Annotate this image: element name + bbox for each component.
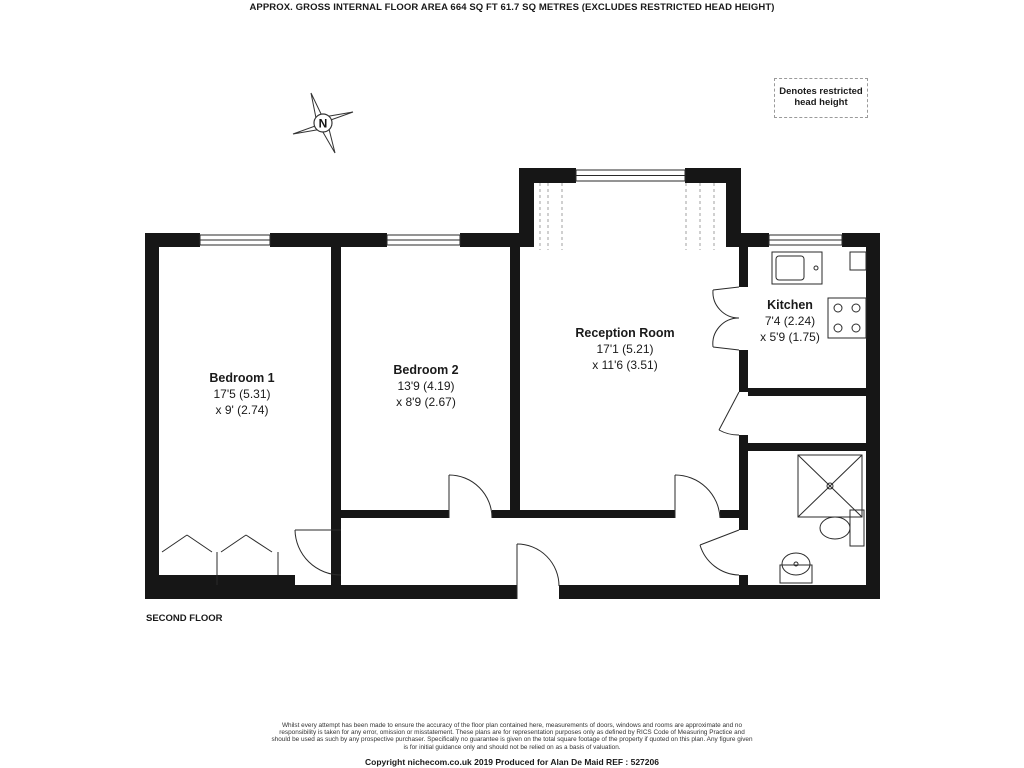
floor-area-header: APPROX. GROSS INTERNAL FLOOR AREA 664 SQ FT 61.7 SQ METRES (EXCLUDES RESTRICTED HEAD HEIGHT) [249, 2, 775, 13]
floor-label: SECOND FLOOR [146, 613, 223, 624]
room-label-reception [555, 325, 695, 373]
bedroom-2-name: Bedroom 2 [393, 363, 459, 377]
room-label-bedroom-1 [182, 370, 302, 418]
bedroom-1-name: Bedroom 1 [209, 371, 275, 385]
kitchen-name: Kitchen [767, 298, 813, 312]
compass-letter: N [318, 116, 328, 131]
reception-dim-1: 17'1 (5.21) [596, 342, 654, 356]
legend-line-2: head height [794, 97, 848, 108]
bedroom-2-dim-2: x 8'9 (2.67) [396, 395, 456, 409]
kitchen-dim-2: x 5'9 (1.75) [760, 330, 820, 344]
reception-name: Reception Room [575, 326, 675, 340]
room-label-bedroom-2 [366, 362, 486, 410]
hob-icon [828, 298, 866, 338]
bedroom-1-dim-1: 17'5 (5.31) [213, 387, 271, 401]
legend-line-1: Denotes restricted [779, 86, 863, 97]
disclaimer-text: Whilst every attempt has been made to ensure the accuracy of the floor plan contained here, measurements of doors, windows and rooms are approximate and no responsibility is taken for any error, omission or misstatement. These plans are for representation purposes only as defined by RICS Code of Measuring Practice and should be used as such by any prospective purchaser. Specifically no guarantee is given on the total square footage of the property if quoted on this plan. Any figure given is for initial guidance only and should not be relied on as a basis of valuation. [271, 722, 753, 751]
compass-icon [293, 93, 353, 153]
reception-dim-2: x 11'6 (3.51) [592, 358, 658, 372]
basin-icon [780, 565, 812, 583]
copyright-credit: Copyright nichecom.co.uk 2019 Produced for Alan De Maid REF : 527206 [365, 757, 659, 767]
bathroom-fittings [780, 455, 864, 583]
kitchen-dim-1: 7'4 (2.24) [764, 314, 816, 328]
bedroom-2-dim-1: 13'9 (4.19) [397, 379, 455, 393]
restricted-height-lines [540, 183, 714, 250]
bedroom-1-dim-2: x 9' (2.74) [215, 403, 269, 417]
room-label-kitchen [750, 297, 830, 345]
